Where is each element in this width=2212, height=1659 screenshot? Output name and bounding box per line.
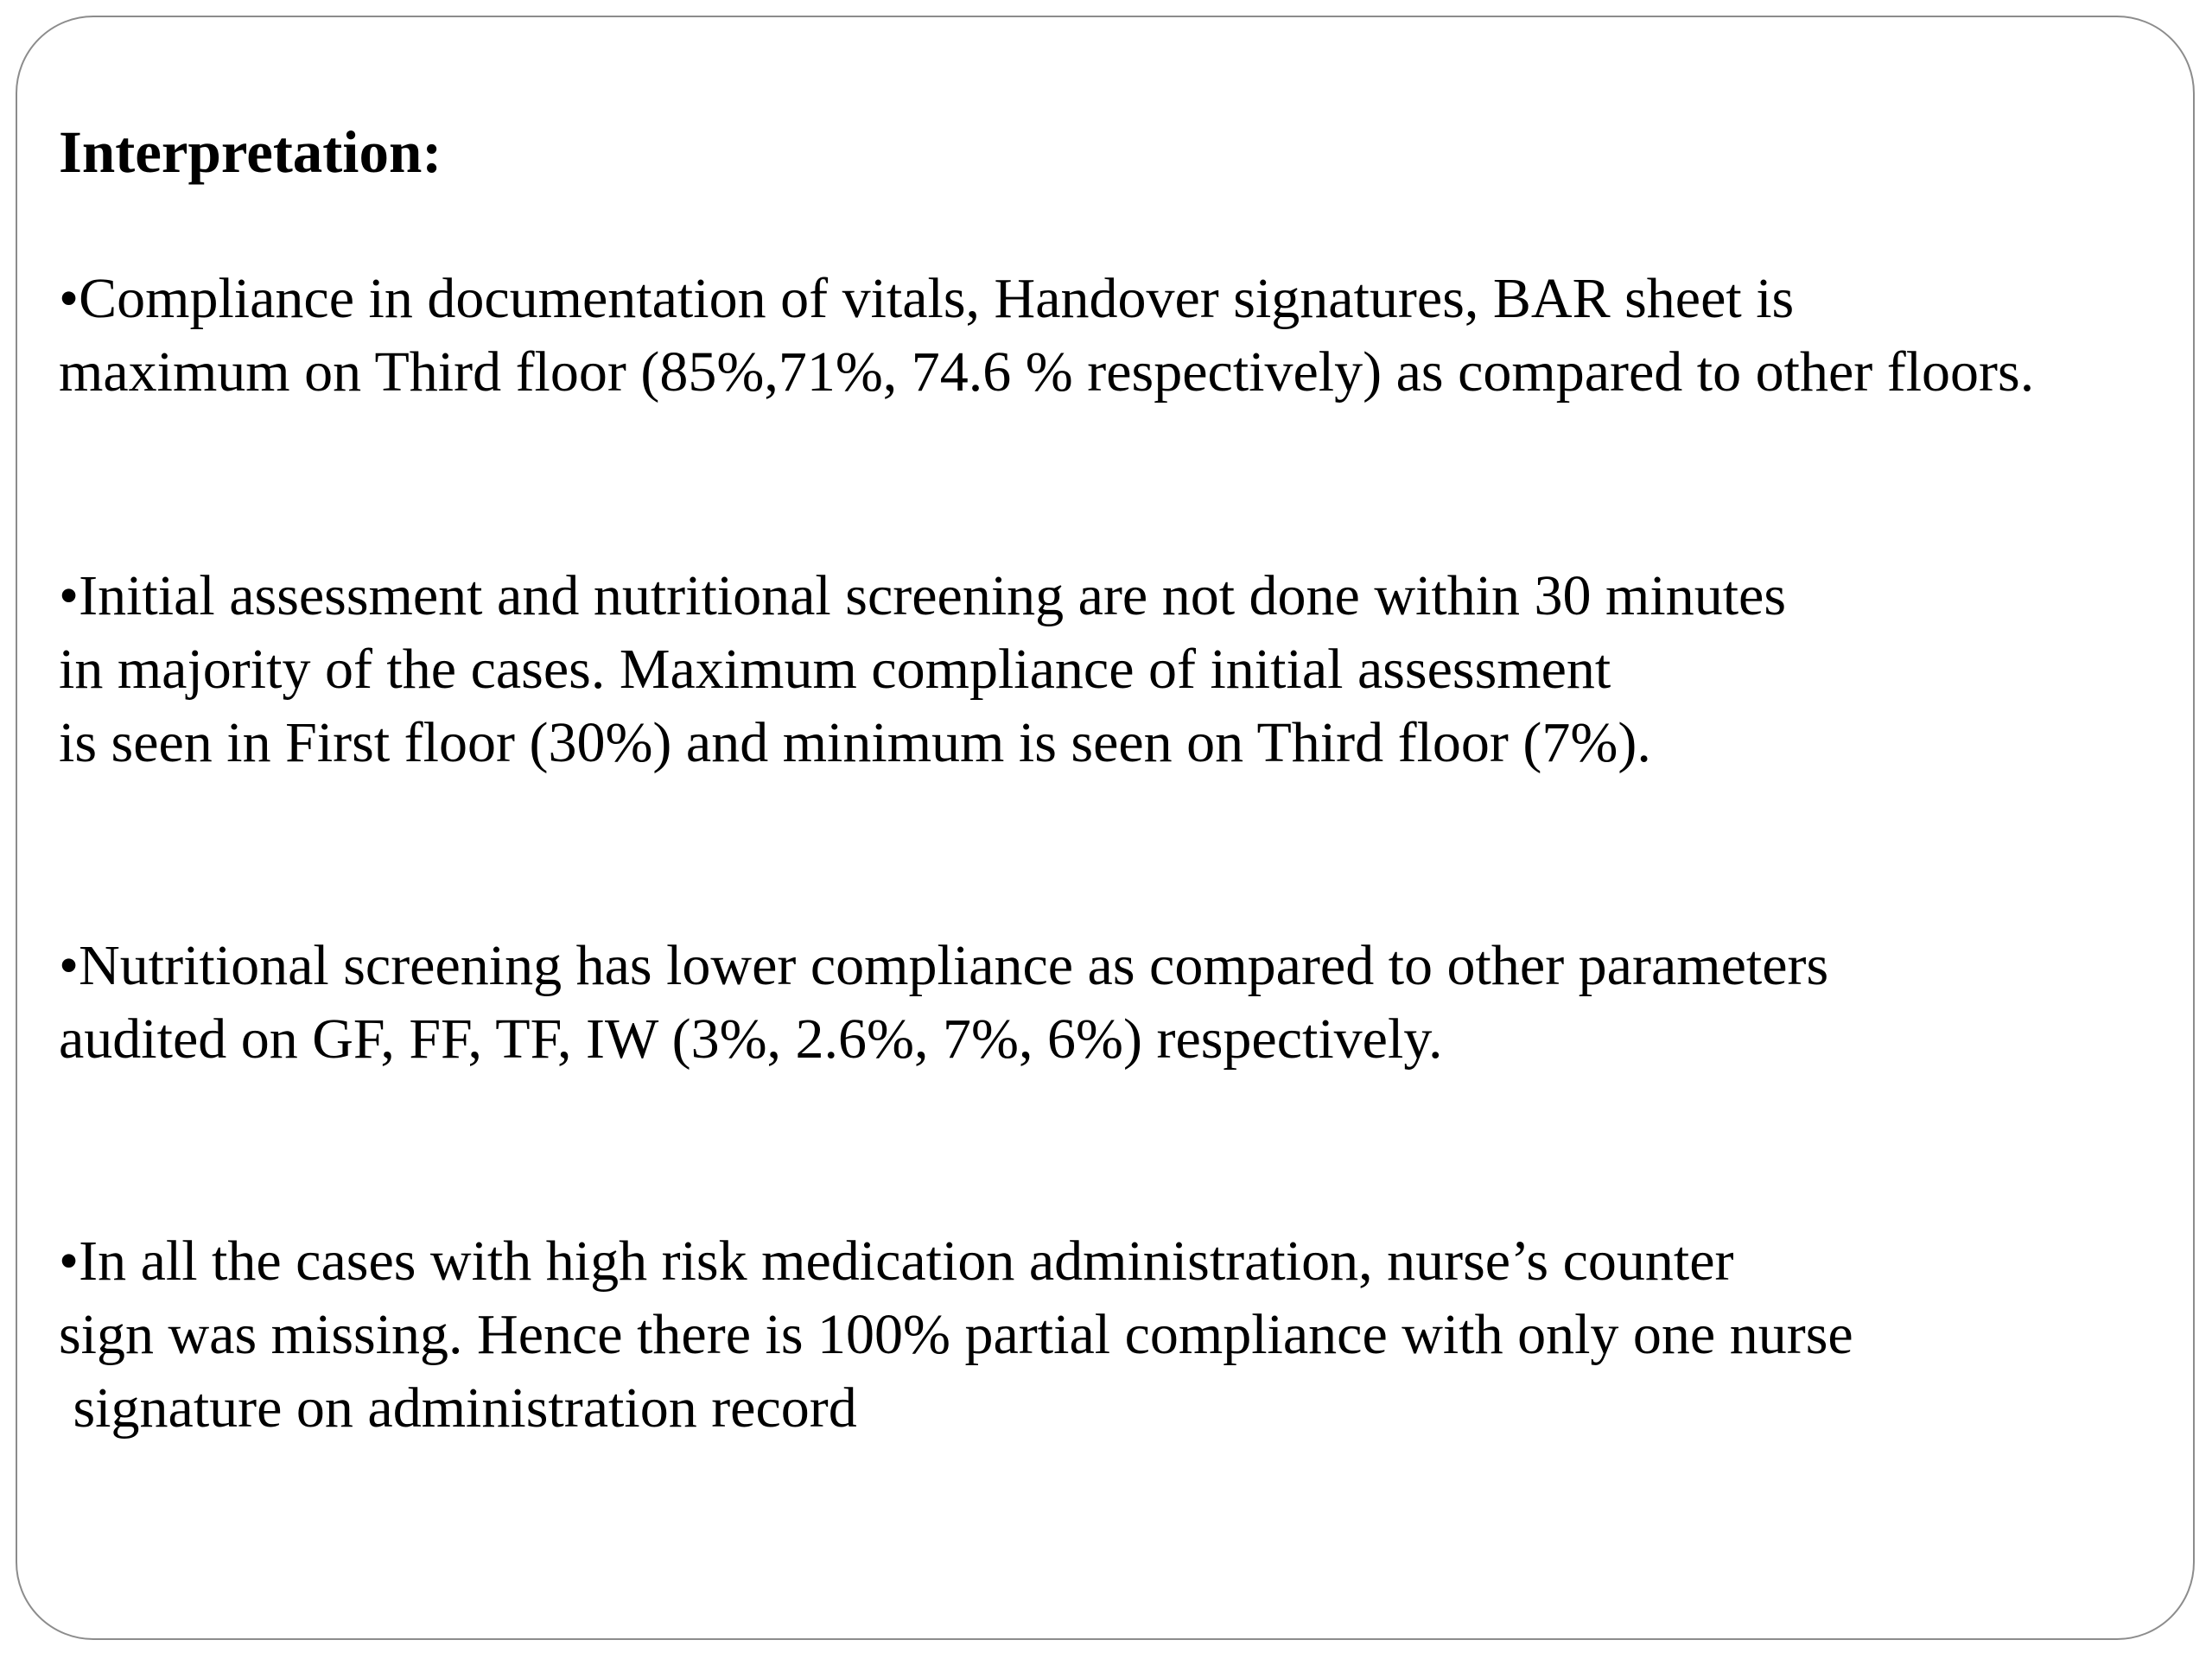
bullet-high-risk-medication (59, 1224, 1853, 1445)
bullet-line: •In all the cases with high risk medication administration, nurse’s counter (59, 1230, 1734, 1293)
bullet-initial-assessment (59, 559, 1786, 779)
slide-heading: Interpretation: (59, 119, 442, 185)
bullet-line: in majority of the cases. Maximum compliance of initial assessment (59, 638, 1611, 701)
bullet-line: •Initial assessment and nutritional screening are not done within 30 minutes (59, 564, 1787, 627)
bullet-line: •Compliance in documentation of vitals, Handover signatures, BAR sheet is (59, 267, 1795, 330)
bullet-line: signature on administration record (59, 1376, 857, 1440)
bullet-line: sign was missing. Hence there is 100% partial compliance with only one nurse (59, 1303, 1853, 1366)
bullet-line: audited on GF, FF, TF, IW (3%, 2.6%, 7%, 6%) respectively. (59, 1007, 1443, 1071)
bullet-vitals-compliance (59, 262, 2034, 409)
bullet-nutritional-screening (59, 929, 1828, 1076)
bullet-line: is seen in First floor (30%) and minimum is seen on Third floor (7%). (59, 711, 1651, 774)
bullet-line: •Nutritional screening has lower compliance as compared to other parameters (59, 934, 1829, 997)
bullet-line: maximum on Third floor (85%,71%, 74.6 % respectively) as compared to other floors. (59, 340, 2035, 404)
